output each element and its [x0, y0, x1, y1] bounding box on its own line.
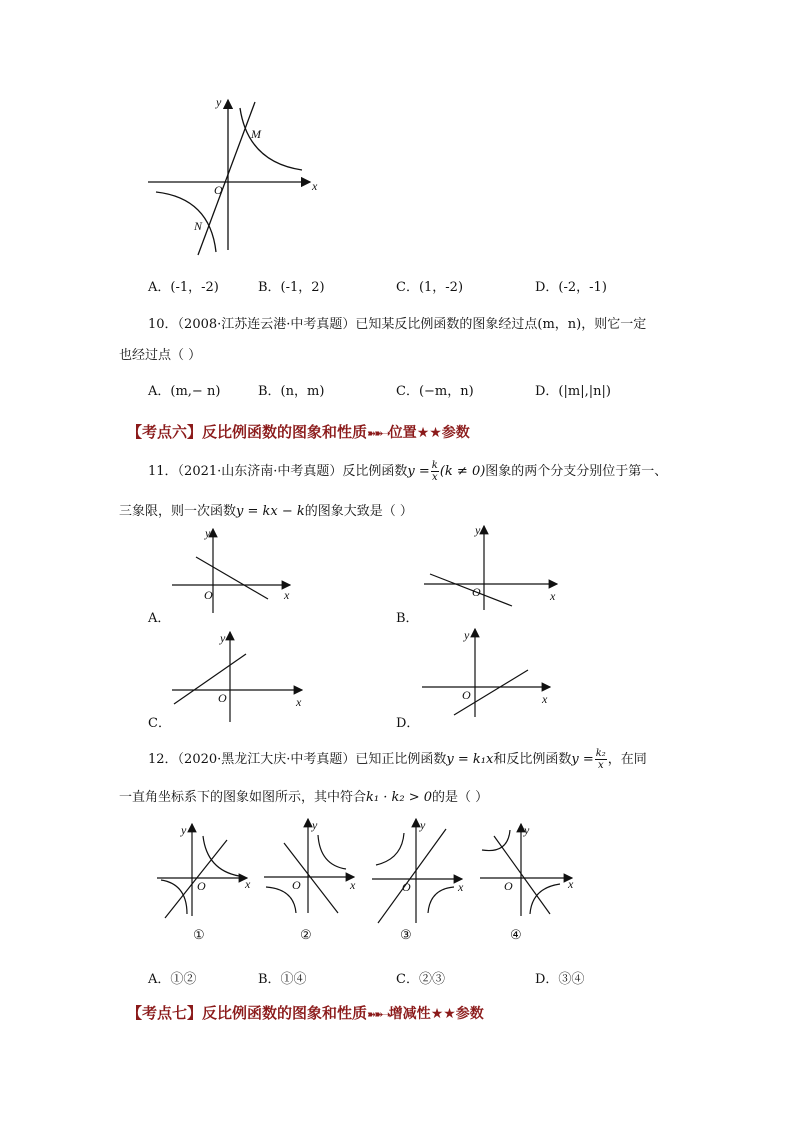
q11-option-b: B．: [396, 611, 419, 626]
q11-b-axis-x: x: [550, 589, 556, 603]
q10-stem-line2: 也经过点（ ）: [119, 348, 202, 363]
q12-g1-axis-y: y: [181, 823, 187, 837]
q11-option-d: D．: [396, 716, 420, 731]
q11-line2-formula: y = kx − k: [236, 504, 305, 519]
q12-stem-line1: [148, 748, 647, 771]
q11-option-a: A．: [148, 611, 171, 626]
q12-g2-axis-x: x: [350, 878, 356, 892]
section-6-sub1: 位置: [388, 425, 417, 441]
q10-option-c: C．(−m，n): [396, 384, 474, 399]
q12-frac-den: x: [597, 760, 604, 771]
q12-graph-1: [155, 818, 255, 918]
q12-formula2-y: y =: [571, 752, 594, 767]
section-6-sub2: 参数: [441, 425, 470, 441]
q12-g3-axis-x: x: [458, 880, 464, 894]
q10-stem-line1: 10．（2008·江苏连云港·中考真题）已知某反比例函数的图象经过点(m，n)，则它一定: [148, 317, 647, 332]
q11-d-axis-y: y: [464, 628, 470, 642]
q12-graph-3: [370, 815, 470, 925]
q12-g2-axis-y: y: [312, 818, 318, 832]
section-7-sub2: 参数: [455, 1006, 484, 1022]
q11-c-origin: O: [218, 691, 227, 705]
q11-frac-num: k: [431, 460, 438, 471]
q12-graph-label-1: ①: [193, 928, 205, 943]
q11-graph-a: [168, 525, 298, 615]
q12-g4-axis-x: x: [568, 877, 574, 891]
q11-formula-y: y =: [407, 464, 430, 479]
q12-option-b: B．①④: [258, 972, 307, 987]
q11-c-axis-x: x: [296, 695, 302, 709]
q11-c-axis-y: y: [220, 631, 226, 645]
q12-g1-origin: O: [197, 879, 206, 893]
q12-line2-b: 的是（ ）: [432, 790, 489, 805]
section-7-sub1: 增减性: [388, 1006, 431, 1022]
hyperbola-branch-2: [156, 192, 216, 252]
q11-line-b: [430, 574, 512, 606]
q12-formula1: y = k₁x: [446, 752, 494, 767]
q12-g3-origin: O: [402, 880, 411, 894]
q12-option-c: C．②③: [396, 972, 445, 987]
section-6-bracket: 【考点六】: [127, 423, 203, 441]
q11-line-c: [174, 654, 246, 704]
q9-option-c: C．(1，-2): [396, 280, 464, 295]
q12-g4-origin: O: [504, 879, 513, 893]
section-7-bracket: 【考点七】: [127, 1004, 203, 1022]
section-6-heading: [127, 421, 470, 442]
q12-g4-axis-y: y: [524, 823, 530, 837]
point-n-label: N: [194, 219, 203, 233]
q11-a-axis-x: x: [284, 588, 290, 602]
q12-fraction: [595, 748, 607, 771]
q12-graph-label-2: ②: [300, 928, 312, 943]
q11-graph-c: [168, 628, 308, 723]
q9-option-b: B．(-1，2): [258, 280, 325, 295]
q9-option-a: A．(-1，-2): [148, 280, 219, 295]
axis-label-x: x: [312, 179, 318, 193]
section-7-arrow-icon: ➽➽➝: [367, 1008, 389, 1021]
section-7-stars: ★★: [430, 1006, 456, 1022]
section-6-stars: ★★: [416, 425, 442, 441]
q11-stem-line1: [148, 460, 667, 483]
q12-g2-origin: O: [292, 878, 301, 892]
q11-line2-a: 三象限，则一次函数: [119, 504, 237, 519]
q9-option-d: D．(-2，-1): [535, 280, 607, 295]
q11-fraction: [431, 460, 439, 483]
q11-b-origin: O: [472, 585, 481, 599]
q11-stem-line2: [119, 500, 413, 519]
q11-graph-d: [420, 625, 560, 720]
q12-line2-a: 一直角坐标系下的图象如图所示，其中符合: [119, 790, 367, 805]
q11-prefix: 11．（2021·山东济南·中考真题）反比例函数: [148, 464, 408, 479]
line-mn: [198, 102, 255, 255]
origin-label: O: [214, 183, 223, 197]
section-6-arrow-icon: ➽➽➝: [367, 427, 389, 440]
q11-a-origin: O: [204, 588, 213, 602]
point-m-label: M: [251, 127, 261, 141]
q12-frac-num: k₂: [595, 748, 606, 759]
q11-graph-b: [420, 522, 565, 612]
q11-d-axis-x: x: [542, 692, 548, 706]
q12-prefix: 12．（2020·黑龙江大庆·中考真题）已知正比例函数: [148, 752, 447, 767]
q12-option-a: A．①②: [148, 972, 197, 987]
q12-option-d: D．③④: [535, 972, 585, 987]
q12-mid: 和反比例函数: [493, 752, 572, 767]
section-7-title: 反比例函数的图象和性质: [202, 1004, 368, 1022]
q12-stem-line2: [119, 786, 488, 805]
q11-suffix: 图象的两个分支分别位于第一、: [485, 464, 668, 479]
q12-graph-label-4: ④: [510, 928, 522, 943]
q10-option-b: B．(n，m): [258, 384, 325, 399]
q9-graph: [140, 90, 340, 260]
q11-line2-b: 的图象大致是（ ）: [304, 504, 413, 519]
q11-a-axis-y: y: [205, 526, 211, 540]
q11-b-axis-y: y: [475, 523, 481, 537]
q12-g3-axis-y: y: [420, 818, 426, 832]
q10-option-d: D．(|m|,|n|): [535, 384, 611, 399]
q11-condition: (k ≠ 0): [439, 464, 486, 479]
q12-line2-formula: k₁ · k₂ > 0: [366, 790, 433, 805]
q11-option-c: C．: [148, 716, 171, 731]
q12-g1-axis-x: x: [245, 877, 251, 891]
axis-label-y: y: [216, 95, 222, 109]
q11-d-origin: O: [462, 688, 471, 702]
section-7-heading: [127, 1002, 484, 1023]
section-6-title: 反比例函数的图象和性质: [202, 423, 368, 441]
q10-option-a: A．(m,− n): [148, 384, 221, 399]
q12-graph-label-3: ③: [400, 928, 412, 943]
q11-frac-den: x: [431, 472, 438, 483]
q12-graph-4: [478, 818, 578, 918]
q12-suffix: ，在同: [607, 752, 647, 767]
q12-graph-2: [262, 815, 362, 915]
